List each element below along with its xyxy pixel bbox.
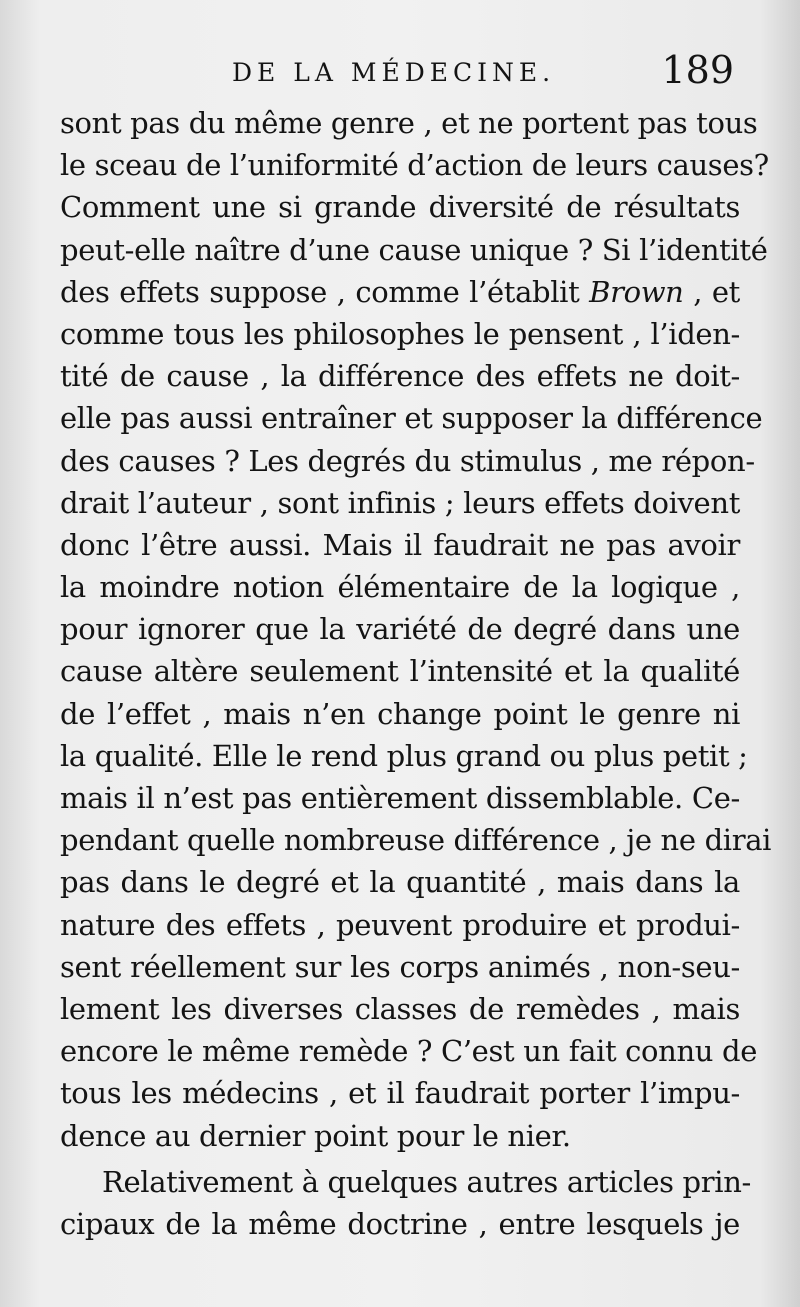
text-line: Comment une si grande diversité de résultats — [60, 190, 740, 225]
text-line: peut-elle naître d’une cause unique ? Si l’identité — [60, 232, 768, 267]
text-line: sent réellement sur les corps animés , non-seu- — [60, 949, 740, 984]
text-line: drait l’auteur , sont infinis ; leurs effets doivent — [60, 485, 740, 520]
text-line: la moindre notion élémentaire de la logique , — [60, 570, 740, 605]
text-line: de l’effet , mais n’en change point le genre ni — [60, 696, 740, 731]
text-line: encore le même remède ? C’est un fait connu de — [60, 1034, 758, 1069]
text-line: des causes ? Les degrés du stimulus , me répon- — [60, 443, 755, 478]
italic-name: Brown — [589, 274, 684, 309]
body-text — [60, 102, 772, 1245]
running-head — [60, 48, 740, 98]
text-line: pendant quelle nombreuse différence , je ne dirai — [60, 823, 772, 858]
text-segment: des effets suppose , comme l’établit — [60, 274, 580, 309]
text-line: pas dans le degré et la quantité , mais dans la — [60, 865, 740, 900]
text-line: la qualité. Elle le rend plus grand ou plus petit ; — [60, 738, 748, 773]
page-number: 189 — [661, 48, 734, 92]
text-line: cause altère seulement l’intensité et la qualité — [60, 654, 740, 689]
text-line: sont pas du même genre , et ne portent pas tous — [60, 106, 758, 140]
text-line: tous les médecins , et il faudrait porter l’impu- — [60, 1076, 740, 1111]
text-line: mais il n’est pas entièrement dissemblable. Ce- — [60, 781, 740, 815]
text-line: le sceau de l’uniformité d’action de leurs causes? — [60, 148, 769, 183]
text-line: Relativement à quelques autres articles prin- — [102, 1164, 751, 1199]
running-title: DE LA MÉDECINE. — [232, 58, 556, 87]
text-line: elle pas aussi entraîner et supposer la différence — [60, 401, 763, 436]
text-line: pour ignorer que la variété de degré dans une — [60, 612, 740, 647]
text-line: dence au dernier point pour le nier. — [60, 1118, 571, 1153]
text-line: cipaux de la même doctrine , entre lesquels je — [60, 1206, 740, 1241]
text-line: lement les diverses classes de remèdes , mais — [60, 991, 740, 1026]
text-line-with-italic — [60, 271, 740, 313]
text-line: nature des effets , peuvent produire et produi- — [60, 907, 740, 942]
text-line: donc l’être aussi. Mais il faudrait ne pas avoir — [60, 527, 740, 562]
text-line: comme tous les philosophes le pensent , l’iden- — [60, 316, 740, 351]
text-line: tité de cause , la différence des effets ne doit- — [60, 359, 740, 394]
text-segment: , et — [693, 274, 740, 309]
